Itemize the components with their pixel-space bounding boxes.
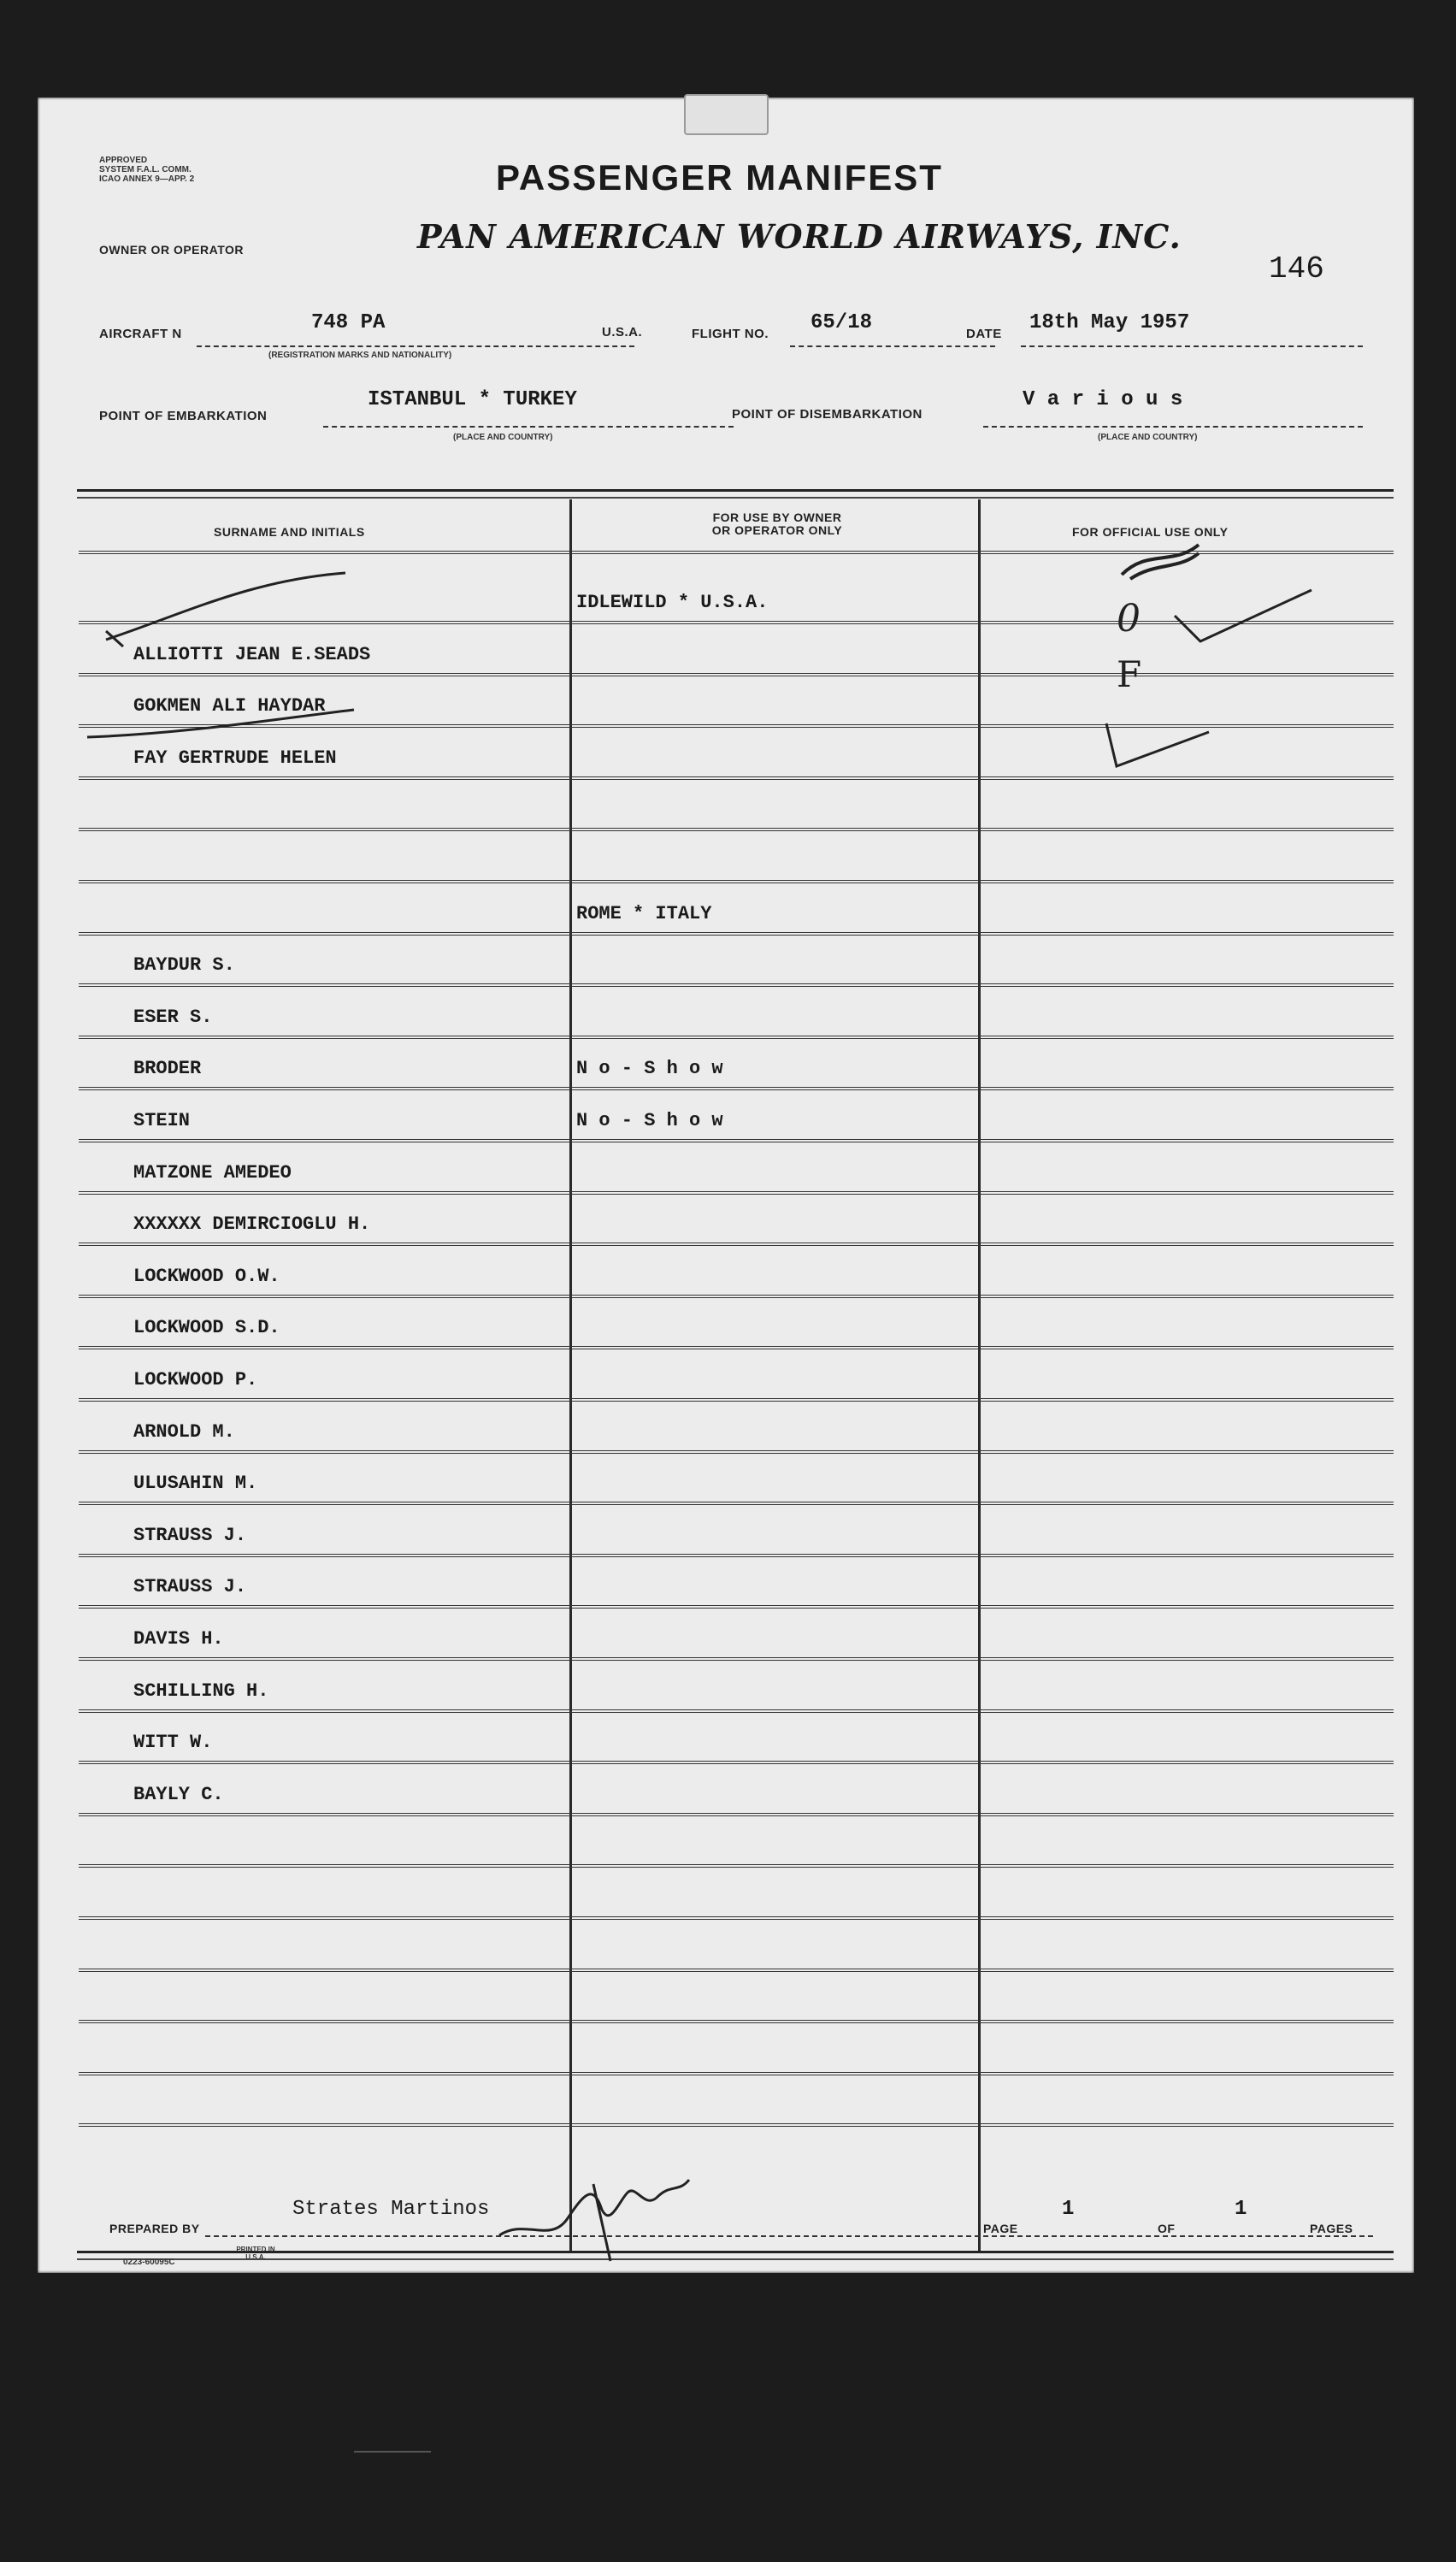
passenger-name: BAYDUR S. bbox=[133, 954, 235, 977]
usa-label: U.S.A. bbox=[602, 325, 643, 339]
official-mark-f: F bbox=[1117, 653, 1142, 695]
row-divider bbox=[79, 1657, 1394, 1661]
pages-label: PAGES bbox=[1310, 2222, 1353, 2235]
paper-clip-mark bbox=[684, 94, 769, 135]
owner-use-note: N o - S h o w bbox=[576, 1110, 723, 1131]
disembarkation-label: POINT OF DISEMBARKATION bbox=[732, 407, 923, 422]
form-number: 0223-60095C bbox=[123, 2258, 175, 2267]
row-divider bbox=[79, 1295, 1394, 1298]
row-divider bbox=[79, 1813, 1394, 1816]
row-divider bbox=[79, 1398, 1394, 1402]
row-divider bbox=[79, 1502, 1394, 1505]
passenger-name: MATZONE AMEDEO bbox=[133, 1161, 292, 1184]
passenger-name: FAY GERTRUDE HELEN bbox=[133, 747, 337, 769]
passenger-name: WITT W. bbox=[133, 1732, 213, 1754]
registration-note: (REGISTRATION MARKS AND NATIONALITY) bbox=[268, 351, 452, 360]
passenger-name: ARNOLD M. bbox=[133, 1420, 235, 1443]
passenger-name: LOCKWOOD P. bbox=[133, 1369, 258, 1390]
column-divider bbox=[569, 499, 572, 2252]
row-divider bbox=[79, 1969, 1394, 1972]
place-note: (PLACE AND COUNTRY) bbox=[453, 433, 553, 442]
embarkation-label: POINT OF EMBARKATION bbox=[99, 409, 268, 423]
of-label: OF bbox=[1158, 2222, 1176, 2235]
page-stamp-number: 146 bbox=[1269, 251, 1324, 286]
flight-value: 65/18 bbox=[811, 311, 873, 334]
approval-line: ICAO ANNEX 9—APP. 2 bbox=[99, 174, 195, 184]
manifest-sheet bbox=[38, 97, 1414, 2273]
row-divider bbox=[79, 880, 1394, 883]
passenger-name: STRAUSS J. bbox=[133, 1576, 247, 1598]
owner-use-note: N o - S h o w bbox=[576, 1058, 723, 1080]
embarkation-value: ISTANBUL * TURKEY bbox=[368, 388, 577, 411]
official-mark-zero: 0 bbox=[1117, 597, 1141, 640]
column-header-surname: SURNAME AND INITIALS bbox=[214, 525, 365, 539]
column-header-owner-line: FOR USE BY OWNER bbox=[712, 511, 842, 524]
passenger-name: ESER S. bbox=[133, 1006, 213, 1028]
approval-block bbox=[99, 156, 194, 184]
check-mark-icon bbox=[97, 563, 354, 657]
row-divider bbox=[79, 828, 1394, 831]
check-mark-icon bbox=[1098, 706, 1217, 775]
row-divider bbox=[79, 1346, 1394, 1349]
row-divider bbox=[79, 1554, 1394, 1557]
company-name: PAN AMERICAN WORLD AIRWAYS, INC. bbox=[417, 217, 1182, 256]
passenger-name: LOCKWOOD S.D. bbox=[133, 1317, 280, 1339]
page-label: PAGE bbox=[983, 2222, 1018, 2235]
date-value: 18th May 1957 bbox=[1029, 311, 1190, 334]
passenger-name: ALLIOTTI JEAN E.SEADS bbox=[133, 643, 371, 665]
prepared-value: Strates Martinos bbox=[292, 2198, 490, 2221]
row-divider bbox=[79, 1761, 1394, 1764]
passenger-name: GOKMEN ALI HAYDAR bbox=[133, 695, 326, 717]
aircraft-label: AIRCRAFT N bbox=[99, 327, 182, 341]
row-divider bbox=[79, 1243, 1394, 1246]
of-value: 1 bbox=[1235, 2198, 1247, 2221]
disembarkation-value: V a r i o u s bbox=[1023, 388, 1183, 411]
passenger-name: BRODER bbox=[133, 1058, 202, 1080]
row-divider bbox=[79, 983, 1394, 987]
printed-note: PRINTED IN U.S.A. bbox=[236, 2246, 275, 2261]
row-divider bbox=[79, 2020, 1394, 2023]
scan-artifact bbox=[354, 2451, 431, 2453]
row-divider bbox=[79, 776, 1394, 780]
owner-label: OWNER OR OPERATOR bbox=[99, 243, 244, 257]
date-label: DATE bbox=[966, 327, 1002, 341]
row-divider bbox=[79, 1036, 1394, 1039]
passenger-name: XXXXXX DEMIRCIOGLU H. bbox=[133, 1213, 371, 1236]
place-note: (PLACE AND COUNTRY) bbox=[1098, 433, 1198, 442]
approval-line: SYSTEM F.A.L. COMM. bbox=[99, 165, 192, 174]
page-value: 1 bbox=[1062, 2198, 1075, 2221]
row-divider bbox=[79, 1864, 1394, 1868]
owner-use-note: ROME * ITALY bbox=[576, 902, 712, 924]
column-header-official: FOR OFFICIAL USE ONLY bbox=[1072, 525, 1229, 539]
row-divider bbox=[79, 932, 1394, 936]
column-header-owner-line: OR OPERATOR ONLY bbox=[711, 523, 843, 537]
row-divider bbox=[79, 1139, 1394, 1142]
column-divider bbox=[978, 499, 981, 2252]
row-divider bbox=[79, 1450, 1394, 1454]
row-divider bbox=[79, 1605, 1394, 1609]
passenger-name: BAYLY C. bbox=[133, 1783, 224, 1805]
passenger-name: ULUSAHIN M. bbox=[133, 1473, 258, 1495]
table-top-border bbox=[77, 489, 1394, 499]
aircraft-value: 748 PA bbox=[311, 311, 386, 334]
row-divider bbox=[79, 673, 1394, 676]
row-divider bbox=[79, 1087, 1394, 1090]
row-divider bbox=[79, 2123, 1394, 2127]
check-mark-icon bbox=[80, 703, 363, 754]
row-divider bbox=[79, 2072, 1394, 2075]
row-divider bbox=[79, 1191, 1394, 1195]
signature-icon bbox=[491, 2167, 696, 2270]
row-divider bbox=[79, 1916, 1394, 1920]
prepared-label: PREPARED BY bbox=[109, 2222, 200, 2235]
passenger-name: SCHILLING H. bbox=[133, 1679, 269, 1702]
passenger-name: STRAUSS J. bbox=[133, 1524, 247, 1546]
column-header-owner bbox=[679, 511, 875, 537]
flight-label: FLIGHT NO. bbox=[692, 327, 769, 341]
row-divider bbox=[79, 1709, 1394, 1713]
owner-use-note: IDLEWILD * U.S.A. bbox=[576, 592, 769, 613]
check-mark-icon bbox=[1166, 581, 1320, 658]
approval-line: APPROVED bbox=[99, 156, 148, 165]
passenger-name: DAVIS H. bbox=[133, 1628, 224, 1650]
page-title: PASSENGER MANIFEST bbox=[496, 157, 943, 198]
passenger-name: LOCKWOOD O.W. bbox=[133, 1265, 280, 1287]
passenger-name: STEIN bbox=[133, 1110, 191, 1131]
